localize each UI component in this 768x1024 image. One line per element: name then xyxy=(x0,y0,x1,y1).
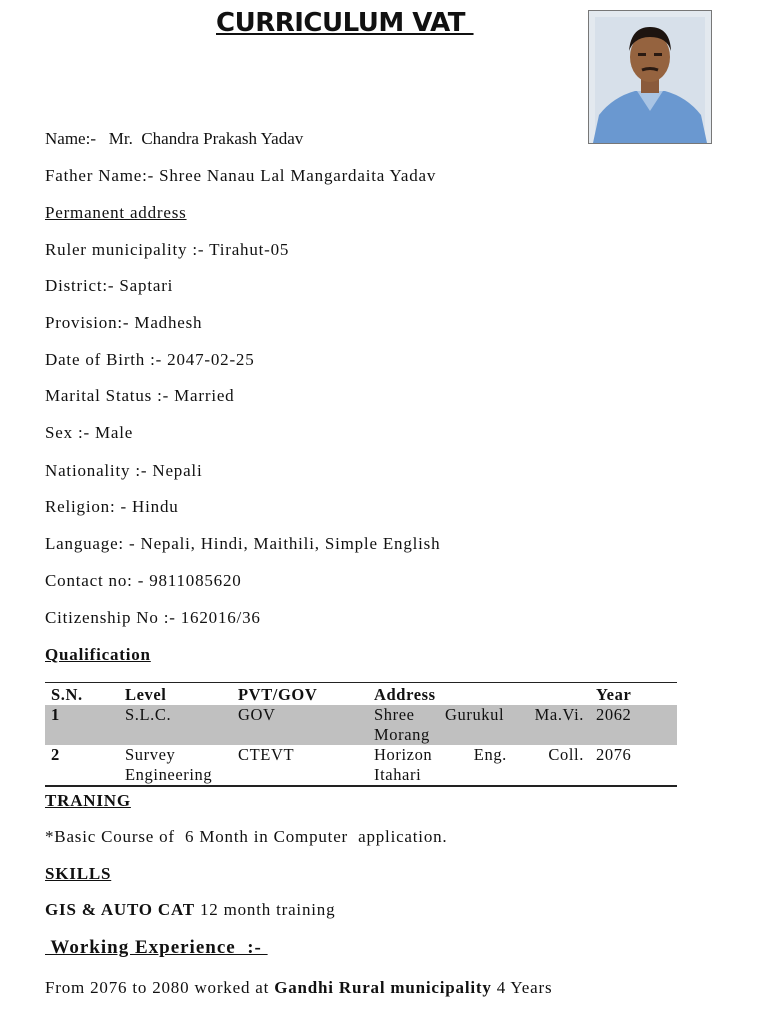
address-justified-line xyxy=(374,705,584,725)
work-prefix: From 2076 to 2080 worked at xyxy=(45,978,275,997)
cell-year: 2062 xyxy=(590,705,677,745)
address-word: Ma.Vi. xyxy=(534,705,584,724)
person-portrait-icon xyxy=(589,11,711,143)
district-line: District:- Saptari xyxy=(45,276,174,295)
cell-pvt-gov: CTEVT xyxy=(238,745,295,764)
working-experience-heading: Working Experience :- xyxy=(45,937,268,958)
address-word: Gurukul xyxy=(445,705,505,724)
profile-photo xyxy=(588,10,712,144)
table-header-row xyxy=(45,683,677,706)
sex-line: Sex :- Male xyxy=(45,423,134,442)
header-address: Address xyxy=(374,685,436,704)
qualification-table xyxy=(45,682,677,787)
cell-year: 2076 xyxy=(596,745,632,764)
skills-heading: SKILLS xyxy=(45,864,112,883)
header-level: Level xyxy=(125,685,167,704)
provision-line: Provision:- Madhesh xyxy=(45,313,203,332)
skills-line xyxy=(45,900,335,920)
work-line xyxy=(45,978,552,998)
skills-rest: 12 month training xyxy=(194,900,336,919)
address-word: Horizon xyxy=(374,745,433,764)
header-sn: S.N. xyxy=(51,685,83,704)
header-year: Year xyxy=(596,685,632,704)
training-heading: TRANING xyxy=(45,791,131,810)
address-word: Coll. xyxy=(548,745,584,764)
municipality-line: Ruler municipality :- Tirahut-05 xyxy=(45,240,290,259)
permanent-address-heading: Permanent address xyxy=(45,203,187,222)
cell-address xyxy=(368,705,590,745)
name-line: Name:- Mr. Chandra Prakash Yadav xyxy=(45,129,304,148)
qualification-heading: Qualification xyxy=(45,645,151,664)
religion-line: Religion: - Hindu xyxy=(45,497,179,516)
address-justified-line xyxy=(374,745,584,765)
citizenship-line: Citizenship No :- 162016/36 xyxy=(45,608,261,627)
cell-address xyxy=(368,745,590,786)
training-text: *Basic Course of 6 Month in Computer application. xyxy=(45,827,448,846)
table-row xyxy=(45,745,677,786)
header-pvt-gov: PVT/GOV xyxy=(238,685,318,704)
cell-sn: 2 xyxy=(51,745,60,764)
marital-status-line: Marital Status :- Married xyxy=(45,386,235,405)
document-title: CURRICULUM VAT xyxy=(216,8,474,38)
address-last-line: Morang xyxy=(374,725,430,744)
address-word: Shree xyxy=(374,705,415,724)
language-line: Language: - Nepali, Hindi, Maithili, Simple English xyxy=(45,534,441,553)
contact-line: Contact no: - 9811085620 xyxy=(45,571,242,590)
cell-sn: 1 xyxy=(45,705,119,745)
work-employer: Gandhi Rural municipality xyxy=(274,978,492,997)
cell-level: S.L.C. xyxy=(119,705,232,745)
cell-pvt-gov: GOV xyxy=(232,705,368,745)
cell-level: Survey Engineering xyxy=(125,745,213,784)
address-last-line: Itahari xyxy=(374,765,422,784)
address-word: Eng. xyxy=(473,745,507,764)
work-suffix: 4 Years xyxy=(491,978,553,997)
skills-bold: GIS & AUTO CAT xyxy=(45,900,195,919)
nationality-line: Nationality :- Nepali xyxy=(45,461,203,480)
father-name-line: Father Name:- Shree Nanau Lal Mangardaita Yadav xyxy=(45,166,437,185)
date-of-birth-line: Date of Birth :- 2047-02-25 xyxy=(45,350,255,369)
table-row xyxy=(45,705,677,745)
